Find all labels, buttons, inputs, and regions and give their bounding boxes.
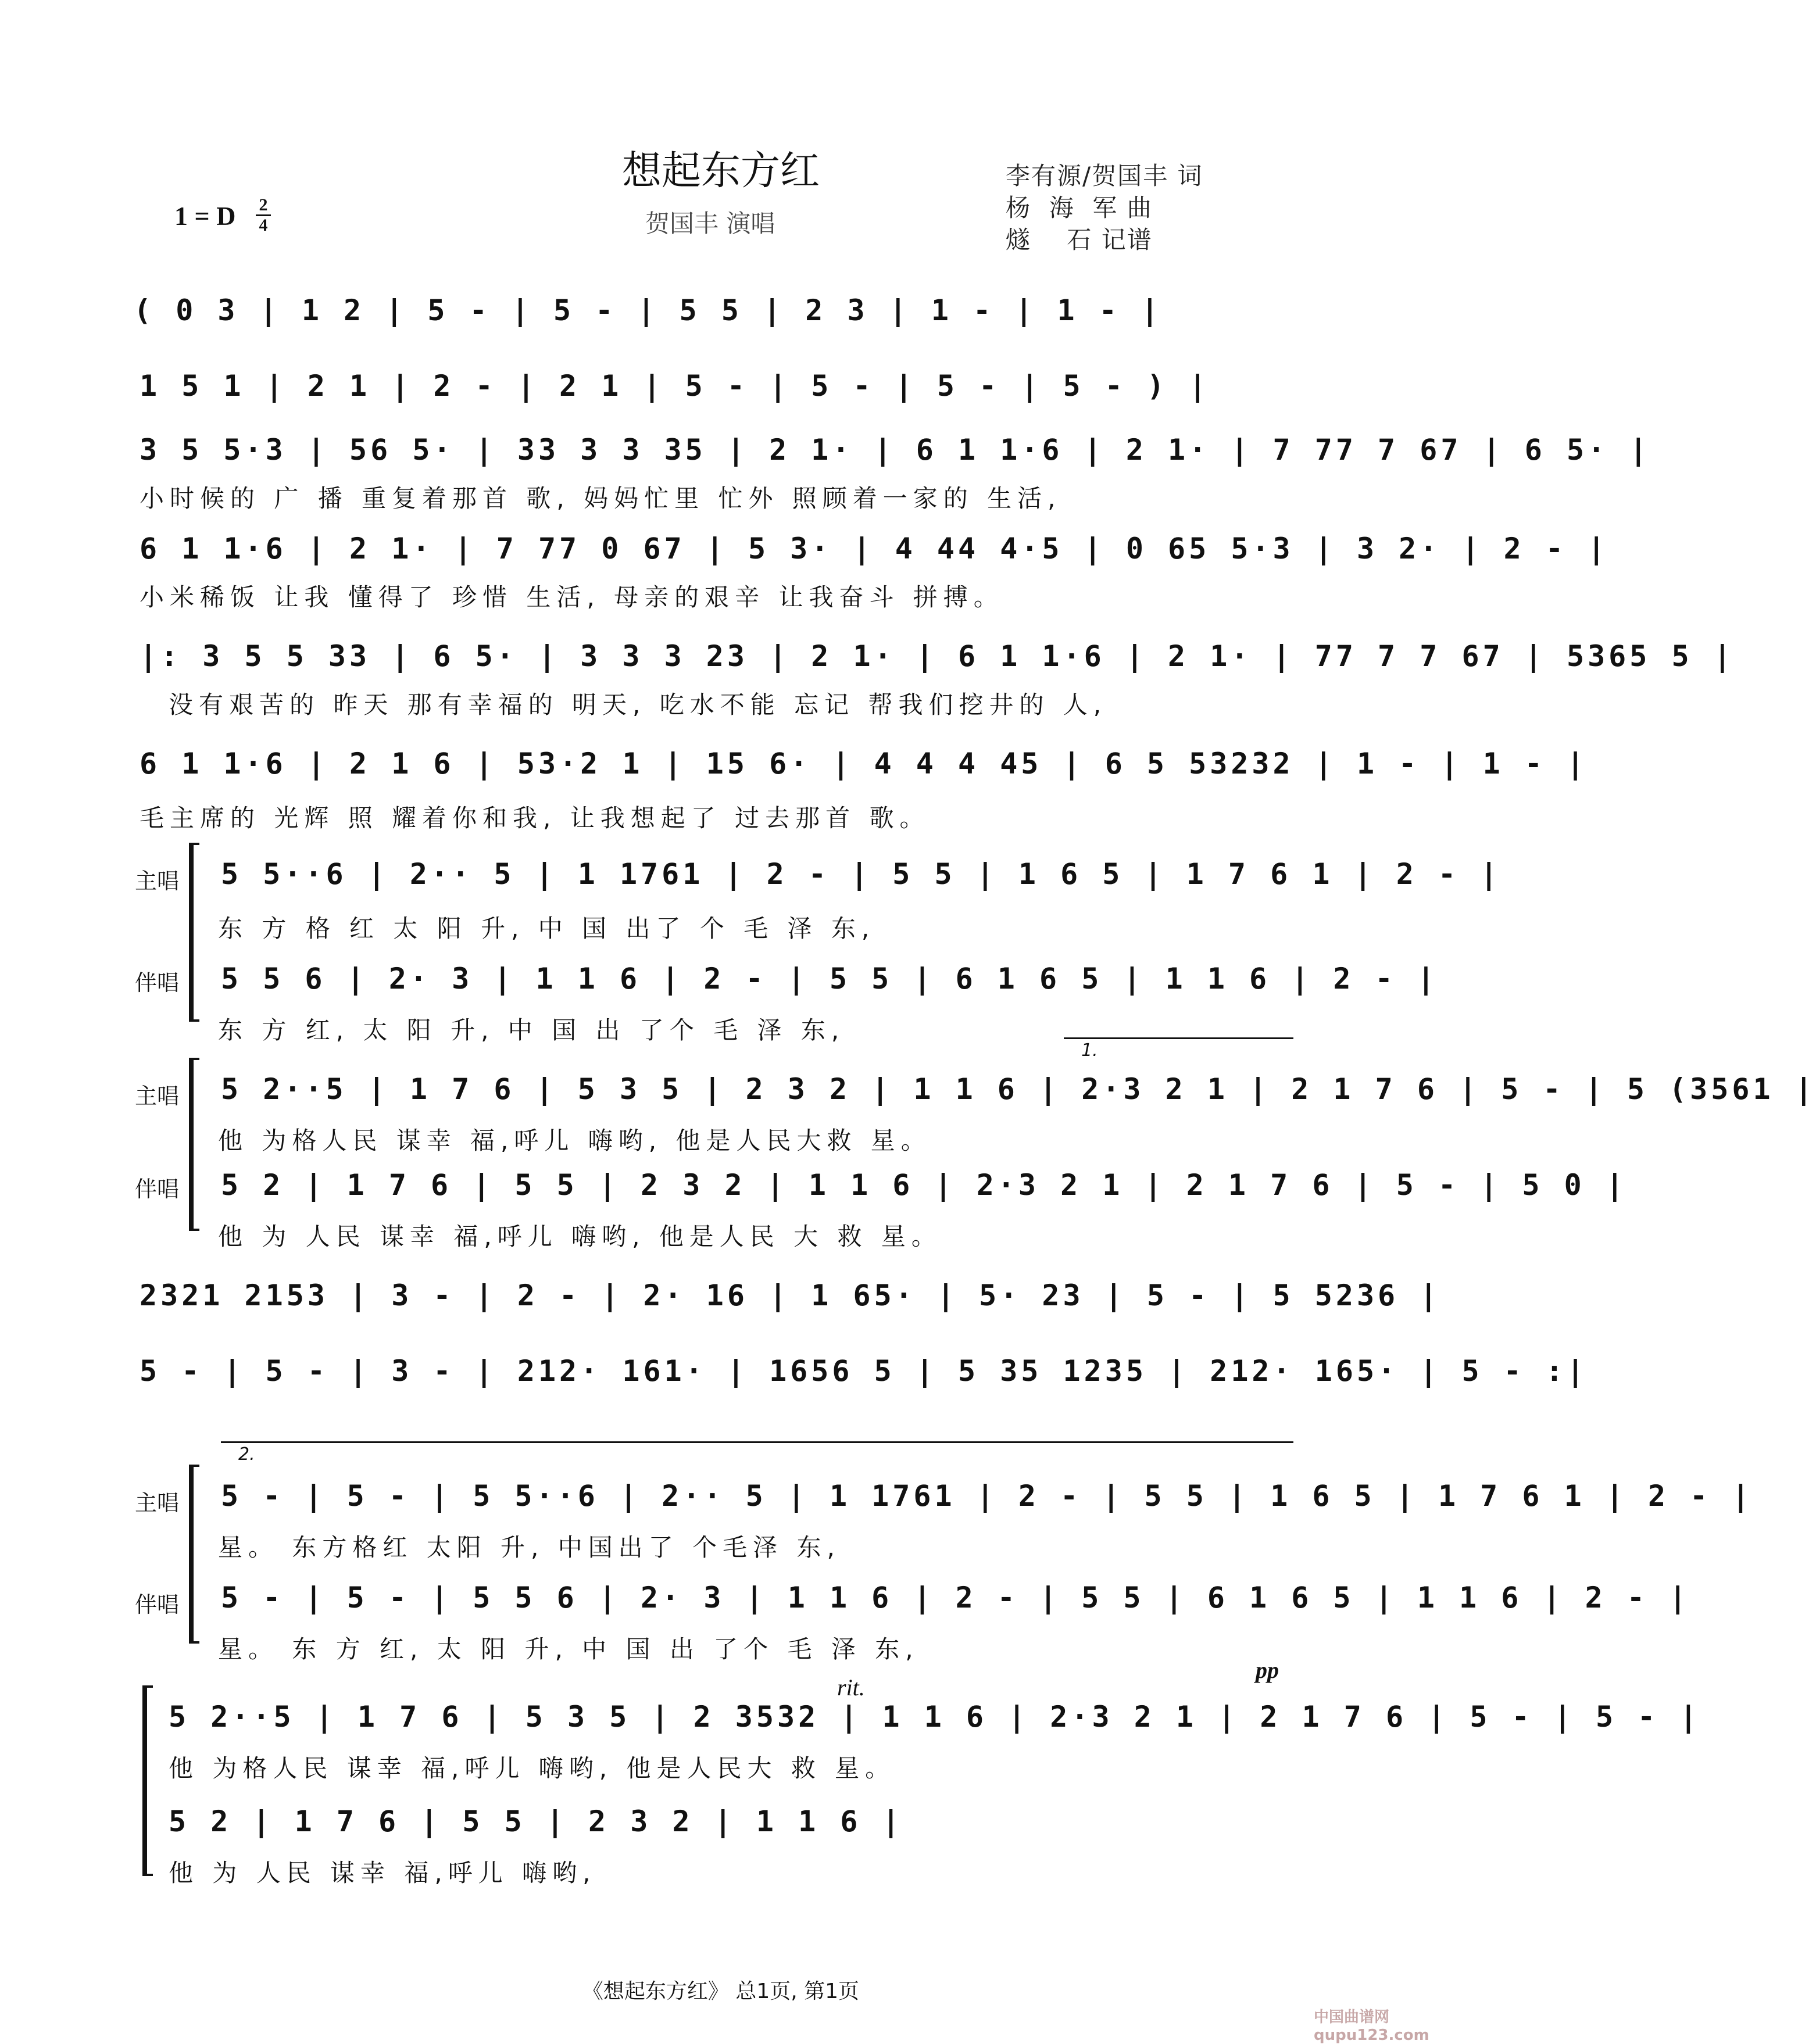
part-label-lead: 主唱	[135, 868, 180, 894]
backing-lyrics-4: 他 为 人民 谋幸 福,呼儿 嗨哟,	[169, 1859, 596, 1887]
system-brace	[189, 1058, 199, 1231]
pianissimo-mark: pp	[1256, 1657, 1279, 1683]
score-line-4: 6 1 1·6 | 2 1· | 7 77 0 67 | 5 3· | 4 44 4·5 | 0 65 5·3 | 3 2· | 2 - |	[140, 532, 1609, 565]
lyric-line-3: 小时候的 广 播 重复着那首 歌, 妈妈忙里 忙外 照顾着一家的 生活,	[140, 484, 1061, 513]
score-line-5: |: 3 5 5 33 | 6 5· | 3 3 3 23 | 2 1· | 6 1 1·6 | 2 1· | 77 7 7 67 | 5365 5 |	[140, 639, 1735, 673]
backing-notes-1: 5 5 6 | 2· 3 | 1 1 6 | 2 - | 5 5 | 6 1 6 5 | 1 1 6 | 2 - |	[221, 962, 1438, 996]
interlude-line-2: 5 - | 5 - | 3 - | 212· 161· | 1656 5 | 5 35 1235 | 212· 165· | 5 - :|	[140, 1354, 1588, 1388]
composer-credit: 杨 海 军 曲	[1006, 194, 1153, 222]
site-watermark: 中国曲谱网 qupu123.com	[1314, 2009, 1429, 2044]
lead-notes-1: 5 5··6 | 2·· 5 | 1 1761 | 2 - | 5 5 | 1 6 5 | 1 7 6 1 | 2 - |	[221, 857, 1502, 891]
time-signature-top: 2	[259, 195, 268, 214]
lyric-line-5: 没有艰苦的 昨天 那有幸福的 明天, 吃水不能 忘记 帮我们挖井的 人,	[169, 690, 1107, 719]
backing-lyrics-2: 他 为 人民 谋幸 福,呼儿 嗨哟, 他是人民 大 救 星。	[218, 1222, 942, 1251]
backing-lyrics-1: 东 方 红, 太 阳 升, 中 国 出 了个 毛 泽 东,	[218, 1016, 845, 1044]
lead-lyrics-4: 他 为格人民 谋幸 福,呼儿 嗨哟, 他是人民大 救 星。	[169, 1754, 896, 1782]
backing-notes-3: 5 - | 5 - | 5 5 6 | 2· 3 | 1 1 6 | 2 - | 5 5 | 6 1 6 5 | 1 1 6 | 2 - |	[221, 1581, 1690, 1615]
time-signature-bottom: 4	[259, 216, 268, 235]
lead-notes-2: 5 2··5 | 1 7 6 | 5 3 5 | 2 3 2 | 1 1 6 | 2·3 2 1 | 2 1 7 6 | 5 - | 5 (3561 |	[221, 1072, 1816, 1106]
lead-lyrics-1: 东 方 格 红 太 阳 升, 中 国 出了 个 毛 泽 东,	[218, 914, 875, 943]
lead-lyrics-3: 星。 东方格红 太阳 升, 中国出了 个毛泽 东,	[218, 1533, 841, 1562]
lead-notes-3: 5 - | 5 - | 5 5··6 | 2·· 5 | 1 1761 | 2 - | 5 5 | 1 6 5 | 1 7 6 1 | 2 - |	[221, 1479, 1753, 1513]
volta-1-label: 1.	[1081, 1040, 1098, 1061]
lead-notes-4: 5 2··5 | 1 7 6 | 5 3 5 | 2 3532 | 1 1 6 | 2·3 2 1 | 2 1 7 6 | 5 - | 5 - |	[169, 1700, 1701, 1734]
system-brace	[189, 843, 199, 1022]
key-signature: 1 = D	[174, 201, 236, 231]
score-line-1: ( 0 3 | 1 2 | 5 - | 5 - | 5 5 | 2 3 | 1 - | 1 - |	[134, 293, 1163, 327]
volta-line-2	[221, 1441, 1293, 1443]
time-signature	[256, 196, 271, 234]
volta-2-label: 2.	[238, 1444, 255, 1465]
part-label-lead: 主唱	[135, 1490, 180, 1516]
part-label-backing: 伴唱	[135, 970, 180, 996]
singer-credit: 贺国丰 演唱	[645, 209, 775, 238]
lyric-line-6: 毛主席的 光辉 照 耀着你和我, 让我想起了 过去那首 歌。	[140, 804, 930, 832]
lyricist-credit: 李有源/贺国丰 词	[1006, 162, 1203, 190]
backing-lyrics-3: 星。 东 方 红, 太 阳 升, 中 国 出 了个 毛 泽 东,	[218, 1635, 919, 1663]
backing-notes-4: 5 2 | 1 7 6 | 5 5 | 2 3 2 | 1 1 6 |	[169, 1805, 903, 1838]
backing-notes-2: 5 2 | 1 7 6 | 5 5 | 2 3 2 | 1 1 6 | 2·3 2 1 | 2 1 7 6 | 5 - | 5 0 |	[221, 1168, 1627, 1202]
lead-lyrics-2: 他 为格人民 谋幸 福,呼儿 嗨哟, 他是人民大救 星。	[218, 1126, 931, 1155]
page-title: 想起东方红	[621, 148, 820, 194]
score-line-6: 6 1 1·6 | 2 1 6 | 53·2 1 | 15 6· | 4 4 4 45 | 6 5 53232 | 1 - | 1 - |	[140, 747, 1588, 781]
score-line-2: 1 5 1 | 2 1 | 2 - | 2 1 | 5 - | 5 - | 5 - | 5 - ) |	[140, 369, 1210, 403]
lyric-line-4: 小米稀饭 让我 懂得了 珍惜 生活, 母亲的艰辛 让我奋斗 拼搏。	[140, 583, 1004, 611]
part-label-backing: 伴唱	[135, 1176, 180, 1202]
volta-line-1	[1064, 1037, 1293, 1039]
part-label-backing: 伴唱	[135, 1592, 180, 1617]
ritardando-mark: rit.	[837, 1674, 865, 1701]
system-brace	[142, 1685, 153, 1876]
system-brace	[189, 1465, 199, 1644]
transcriber-credit: 燧 石 记谱	[1006, 225, 1153, 254]
score-line-3: 3 5 5·3 | 56 5· | 33 3 3 35 | 2 1· | 6 1 1·6 | 2 1· | 7 77 7 67 | 6 5· |	[140, 433, 1651, 467]
page-footer: 《想起东方红》 总1页, 第1页	[582, 1979, 860, 2003]
interlude-line-1: 2321 2153 | 3 - | 2 - | 2· 16 | 1 65· | 5· 23 | 5 - | 5 5236 |	[140, 1279, 1441, 1312]
part-label-lead: 主唱	[135, 1083, 180, 1109]
